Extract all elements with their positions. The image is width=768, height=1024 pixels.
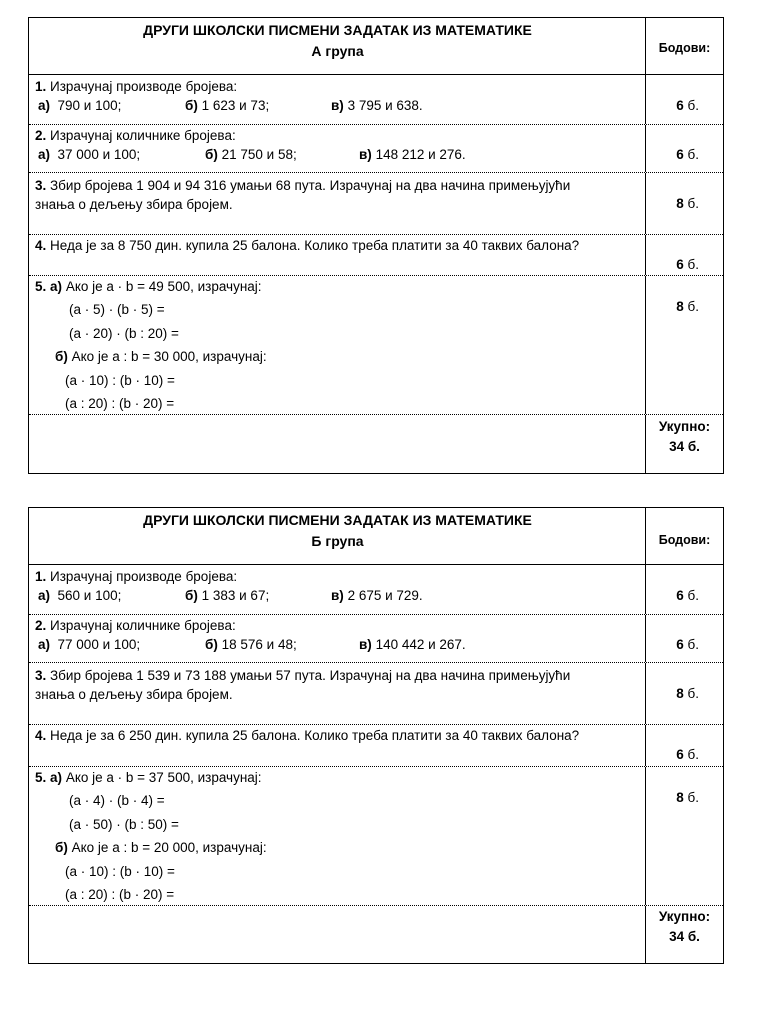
question-1 [29,565,723,615]
part-a-value: 560 и 100; [57,588,122,603]
question-text-line-1: Збир бројева 1 904 и 94 316 умањи 68 пута. Израчунај на два начина примењујући [50,178,571,193]
group-label: А група [311,43,364,59]
part-a-value: 37 000 и 100; [57,147,141,162]
test-sheet-group-b [28,507,724,964]
points-header: Бодови: [658,41,711,55]
question-points: 6 б. [676,588,699,603]
question-5 [29,767,723,906]
expression-b2: (a : 20) : (b · 20) = [65,887,175,902]
part-b-value: 1 383 и 67; [201,588,270,603]
test-sheet-group-a [28,17,724,474]
part-a-label: а) [38,588,51,603]
expression-b2: (a : 20) : (b · 20) = [65,396,175,411]
question-number: 3. [35,668,47,683]
question-4 [29,235,723,276]
question-points: 8 б. [676,686,699,701]
part-b-label: б) [205,147,218,162]
part-a-label: а) [38,98,51,113]
expression-a1: (a · 4) · (b · 4) = [69,793,165,808]
question-points: 8 б. [676,299,699,314]
question-text-line-2: знања о дељењу збира бројем. [35,687,233,702]
question-number: 1. [35,569,47,584]
group-label: Б група [311,533,364,549]
question-points: 8 б. [676,196,699,211]
question-points: 6 б. [676,147,699,162]
question-2 [29,615,723,663]
expression-a2: (a · 20) · (b : 20) = [69,326,179,341]
total-value: 34 б. [669,439,700,454]
question-3 [29,173,723,235]
part-b-label: б) [55,349,68,364]
question-1 [29,75,723,125]
question-4 [29,725,723,767]
part-a-label: а) [38,147,51,162]
question-text-line-2: знања о дељењу збира бројем. [35,197,233,212]
question-number: 5. [35,279,47,294]
question-number: 5. [35,770,47,785]
sheet-header [29,18,723,75]
question-text: Неда је за 6 250 дин. купила 25 балона. Колико треба платити за 40 таквих балона? [50,728,580,743]
points-header: Бодови: [658,533,711,547]
sheet-title: ДРУГИ ШКОЛСКИ ПИСМЕНИ ЗАДАТАК ИЗ МАТЕМАТИКЕ [143,22,532,38]
question-text: Неда је за 8 750 дин. купила 25 балона. Колико треба платити за 40 таквих балона? [50,238,580,253]
part-b-value: 21 750 и 58; [221,147,297,162]
part-c-value: 3 795 и 638. [347,98,423,113]
question-text: Израчунај количнике бројева: [50,618,236,633]
question-number: 4. [35,728,47,743]
question-points: 6 б. [676,637,699,652]
question-3 [29,663,723,725]
question-2 [29,125,723,173]
total-label: Укупно: [658,419,711,434]
question-number: 2. [35,128,47,143]
question-number: 1. [35,79,47,94]
sheet-header [29,508,723,565]
question-5 [29,276,723,415]
question-number: 3. [35,178,47,193]
question-points: 6 б. [676,98,699,113]
total-value: 34 б. [669,929,700,944]
question-number: 4. [35,238,47,253]
part-a-label: а) [38,637,51,652]
part-b-label: б) [55,840,68,855]
question-number: 2. [35,618,47,633]
total-row [29,906,723,963]
expression-a1: (a · 5) · (b · 5) = [69,302,165,317]
part-c-value: 140 442 и 267. [375,637,466,652]
question-text: Израчунај количнике бројева: [50,128,236,143]
part-b-label: б) [185,588,198,603]
part-b-value: 1 623 и 73; [201,98,270,113]
part-a-label: а) [50,770,63,785]
question-points: 8 б. [676,790,699,805]
question-points: 6 б. [676,747,699,762]
part-b-text: Ако је a : b = 20 000, израчунај: [71,840,267,855]
question-text: Израчунај производе бројева: [50,79,238,94]
part-b-label: б) [205,637,218,652]
part-c-label: в) [359,637,372,652]
part-b-label: б) [185,98,198,113]
part-b-value: 18 576 и 48; [221,637,297,652]
part-a-label: а) [50,279,63,294]
part-a-text: Ако је a · b = 49 500, израчунај: [65,279,262,294]
part-c-label: в) [331,98,344,113]
question-text: Израчунај производе бројева: [50,569,238,584]
part-c-label: в) [359,147,372,162]
expression-a2: (a · 50) · (b : 50) = [69,817,179,832]
part-a-value: 77 000 и 100; [57,637,141,652]
part-a-value: 790 и 100; [57,98,122,113]
total-label: Укупно: [658,909,711,924]
sheet-title: ДРУГИ ШКОЛСКИ ПИСМЕНИ ЗАДАТАК ИЗ МАТЕМАТИКЕ [143,512,532,528]
expression-b1: (a · 10) : (b · 10) = [65,373,175,388]
part-c-value: 148 212 и 276. [375,147,466,162]
question-points: 6 б. [676,257,699,272]
part-c-label: в) [331,588,344,603]
part-a-text: Ако је a · b = 37 500, израчунај: [65,770,262,785]
part-b-text: Ако је a : b = 30 000, израчунај: [71,349,267,364]
question-text-line-1: Збир бројева 1 539 и 73 188 умањи 57 пута. Израчунај на два начина примењујући [50,668,571,683]
part-c-value: 2 675 и 729. [347,588,423,603]
expression-b1: (a · 10) : (b · 10) = [65,864,175,879]
total-row [29,415,723,473]
